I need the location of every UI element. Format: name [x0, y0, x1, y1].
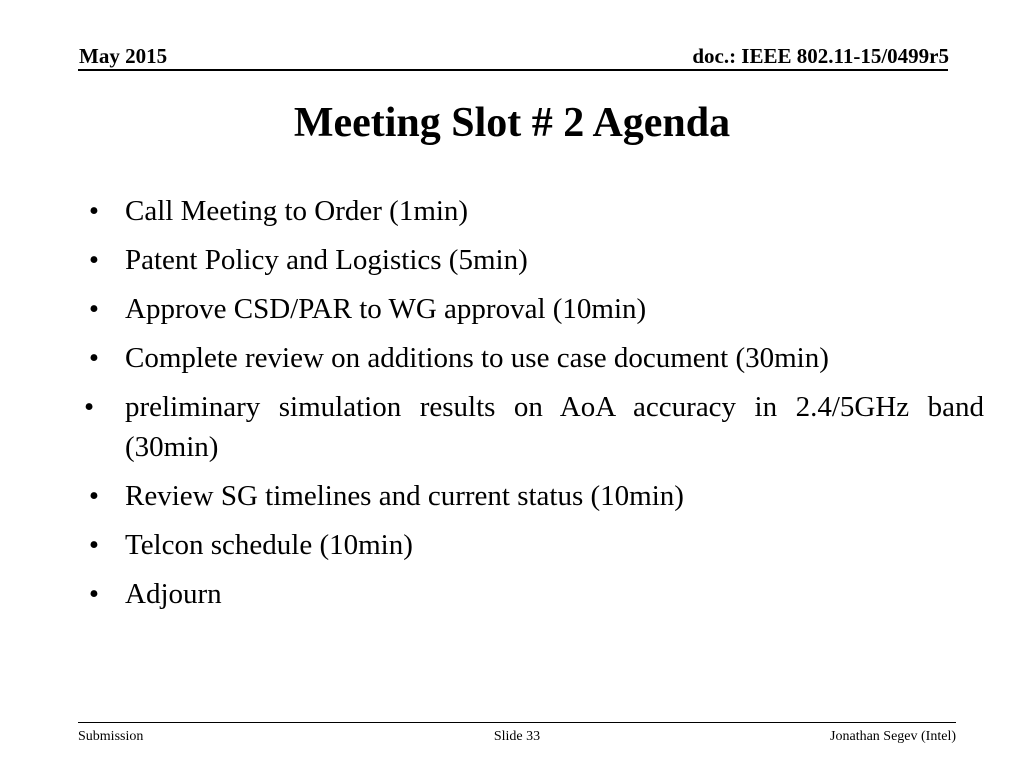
- header-date: May 2015: [79, 44, 168, 68]
- agenda-item-text: Call Meeting to Order (1min): [125, 195, 469, 227]
- bullet-icon: •: [88, 293, 100, 325]
- agenda-item-text: Adjourn: [125, 578, 222, 610]
- agenda-item-text: Telcon schedule (10min): [125, 529, 413, 561]
- header-document-id: doc.: IEEE 802.11-15/0499r5: [692, 44, 949, 68]
- bullet-icon: •: [88, 480, 100, 512]
- agenda-item-text: Approve CSD/PAR to WG approval (10min): [125, 293, 647, 325]
- agenda-item: [84, 476, 984, 516]
- agenda-item: [84, 191, 984, 231]
- bullet-icon: •: [88, 195, 100, 227]
- footer-slide-number: Slide 33: [493, 729, 541, 744]
- agenda-list: [84, 191, 984, 623]
- bullet-icon: •: [88, 244, 100, 276]
- agenda-item-text: Review SG timelines and current status (10min): [125, 480, 684, 512]
- agenda-item-text: Complete review on additions to use case document (30min): [125, 342, 829, 374]
- footer-divider: [78, 722, 956, 723]
- agenda-item: [84, 289, 984, 329]
- agenda-item-text: Patent Policy and Logistics (5min): [125, 244, 528, 276]
- slide-title: Meeting Slot # 2 Agenda: [293, 100, 731, 146]
- header-divider: [78, 69, 948, 71]
- bullet-icon: •: [88, 342, 100, 374]
- agenda-item-text: preliminary simulation results on AoA accuracy in 2.4/5GHz band (30min): [125, 391, 984, 463]
- bullet-icon: •: [88, 578, 100, 610]
- agenda-item: [84, 387, 984, 467]
- bullet-icon: •: [88, 529, 100, 561]
- bullet-icon: •: [84, 391, 95, 423]
- footer-submission-label: Submission: [78, 729, 144, 744]
- footer-author: Jonathan Segev (Intel): [830, 729, 956, 744]
- agenda-item: [84, 574, 984, 614]
- agenda-item: [84, 525, 984, 565]
- agenda-item: [84, 338, 984, 378]
- agenda-item: [84, 240, 984, 280]
